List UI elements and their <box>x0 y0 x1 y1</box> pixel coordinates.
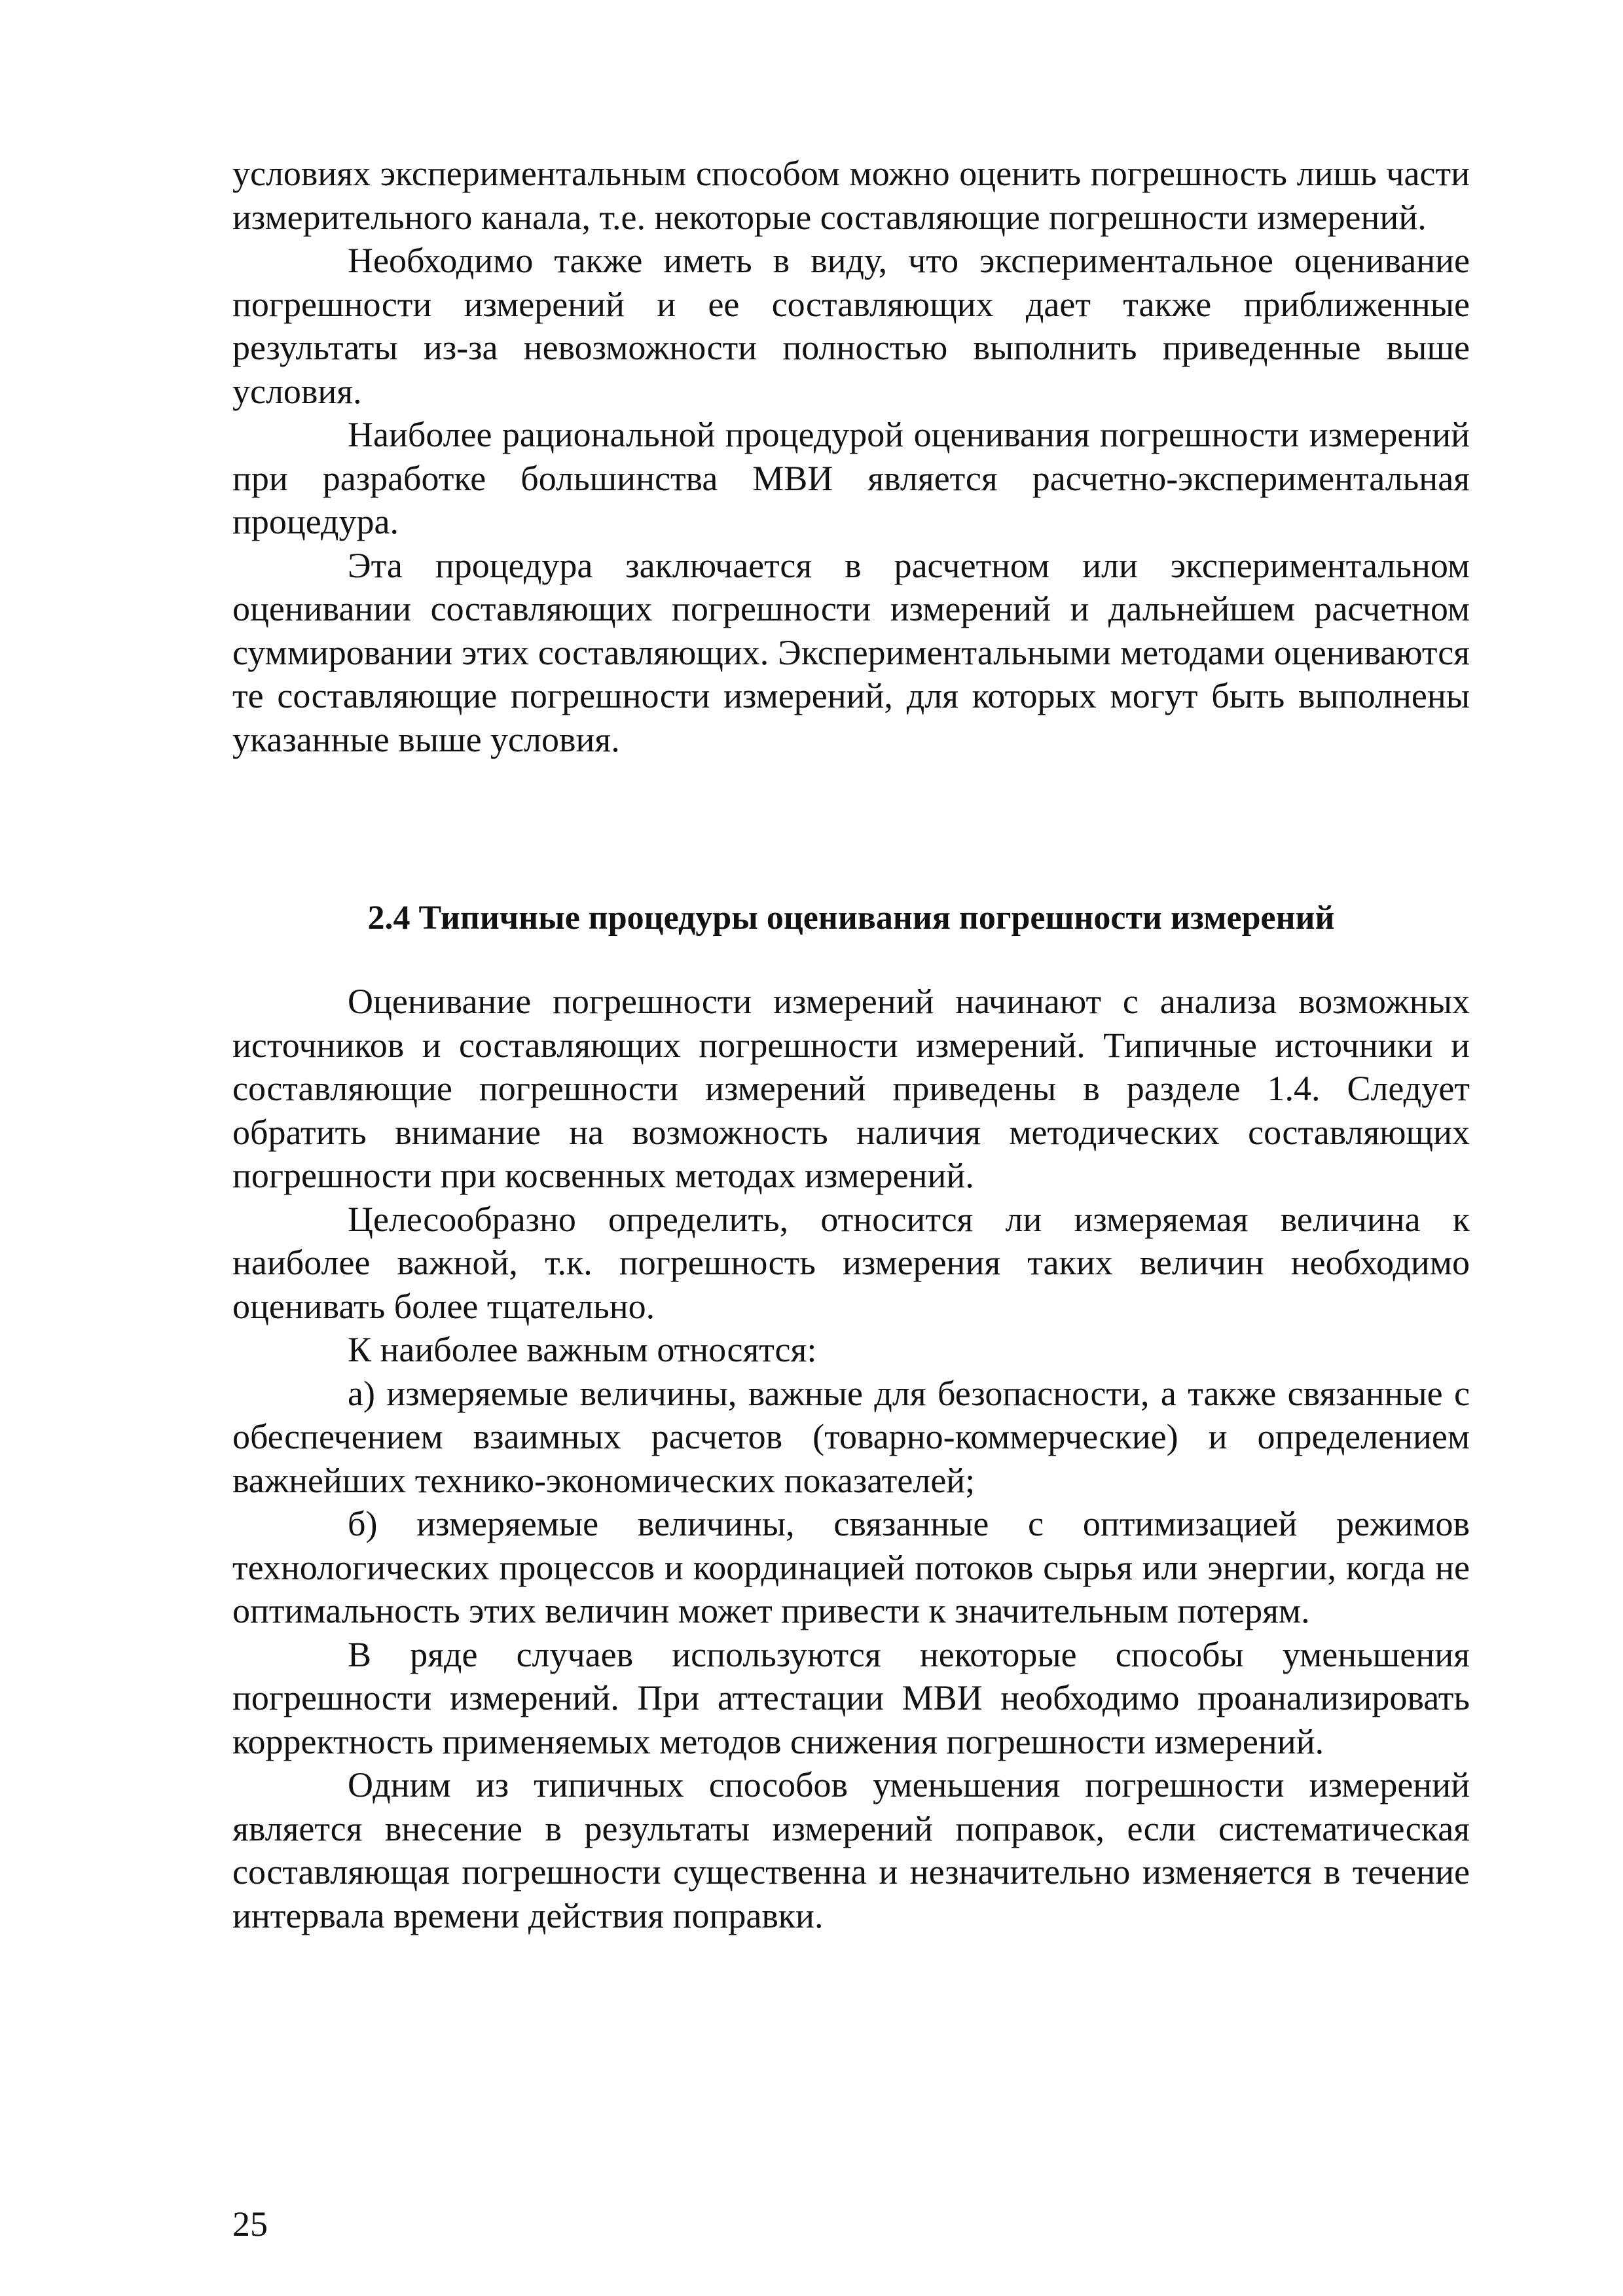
paragraph: Одним из типичных способов уменьшения погрешности измерений является внесение в результаты измерений поправок, если систематическая составляющая погрешности существенна и незначительно изменяется в течение интервала времени действия поправки. <box>232 1765 1470 1935</box>
paragraph: Необходимо также иметь в виду, что экспериментальное оценивание погрешности измерений и ее составляющих дает также приближенные результаты из-за невозможности полностью выполнить приведенные выше условия. <box>232 241 1470 411</box>
paragraph-continuation: условиях экспериментальным способом можно оценить погрешность лишь части измерительного канала, т.е. некоторые составляющие погрешности измерений. <box>232 154 1470 237</box>
section-heading: 2.4 Типичные процедуры оценивания погрешности измерений <box>367 899 1335 937</box>
paragraph: Эта процедура заключается в расчетном или экспериментальном оценивании составляющих погрешности измерений и дальнейшем расчетном суммировании этих составляющих. Экспериментальными методами оцениваются те составляющие погрешности измерений, для которых могут быть выполнены указанные выше условия. <box>232 545 1470 759</box>
list-item-a: а) измеряемые величины, важные для безопасности, а также связанные с обеспечением взаимных расчетов (товарно-коммерческие) и определением важнейших технико-экономических показателей; <box>232 1373 1470 1500</box>
paragraph: Наиболее рациональной процедурой оценивания погрешности измерений при разработке большинства МВИ является расчетно-экспериментальная процедура. <box>232 415 1470 541</box>
body-text-bottom <box>232 980 1470 1937</box>
paragraph: Целесообразно определить, относится ли измеряемая величина к наиболее важной, т.к. погрешность измерения таких величин необходимо оценивать более тщательно. <box>232 1199 1470 1326</box>
page-number: 25 <box>232 2204 268 2244</box>
paragraph: В ряде случаев используются некоторые способы уменьшения погрешности измерений. При аттестации МВИ необходимо проанализировать корректность применяемых методов снижения погрешности измерений. <box>232 1634 1470 1761</box>
paragraph: К наиболее важным относятся: <box>348 1330 817 1369</box>
list-item-b: б) измеряемые величины, связанные с оптимизацией режимов технологических процессов и координацией потоков сырья или энергии, когда не оптимальность этих величин может привести к значительным потерям. <box>232 1504 1470 1630</box>
paragraph: Оценивание погрешности измерений начинают с анализа возможных источников и составляющих погрешности измерений. Типичные источники и составляющие погрешности измерений приведены в разделе 1.4. Следует обратить внимание на возможность наличия методических составляющих погрешности при косвенных методах измерений. <box>232 982 1470 1195</box>
body-text-top <box>232 152 1470 761</box>
